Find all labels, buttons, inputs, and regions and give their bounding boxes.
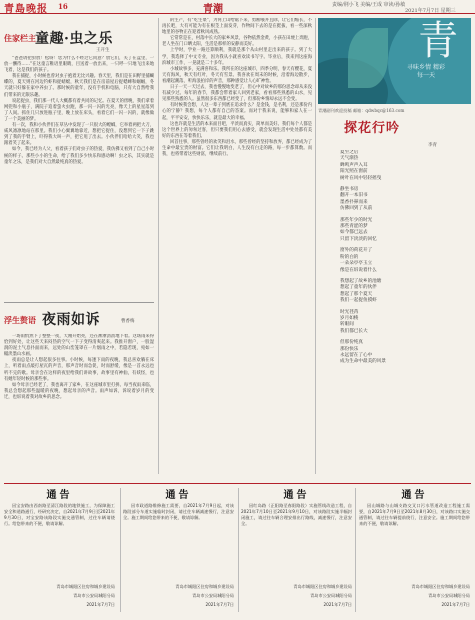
notice-title: 通告 — [401, 490, 428, 501]
middle-paragraph: 上学时，学业一路还算顺利，我就是那个从山村里走出来的孩子。到了大学，我选择了中文专业，因为我从小就喜欢读书写字。毕业后，我来到这座海滨城市工作，一晃就是二十多年。 — [162, 48, 312, 66]
editor-credits: 责编/荆小飞 美编/王成 审读/孙敏 — [332, 2, 406, 8]
notice-date: 2021年7月7日 — [86, 602, 115, 607]
poem-line: 想起了那个夏天 — [340, 291, 373, 297]
middle-paragraph: 有时候我会想，人这一辈子到底在追求什么？是金钱，是名利，还是那份内心的宁静？我想，每个人都有自己的答案。而对于我来说，能够和家人在一起，平平安安，快快乐乐，就是最大的幸福。 — [162, 103, 312, 121]
poem-line: 那些年少的时光 — [340, 217, 373, 223]
poem-author: 李青 — [428, 143, 437, 148]
poem-line: 那份快乐 — [340, 346, 359, 352]
poem-line: 墨香扑鼻而来 — [340, 199, 368, 205]
middle-paragraph: 回首往事，那些曾经的欢笑和泪水，那些曾经的坚持和放弃，都已经成为了生命中最宝贵的财富。它们让我明白，人生没有白走的路，每一步都算数。而我，也将带着这些财富，继续前行。 — [162, 139, 312, 158]
page-header — [0, 0, 475, 14]
notice-org: 青岛市城阳区住房和城乡建设局 — [293, 584, 352, 589]
article2-paragraph: 一场雨悄然下了整整一夜，天刚开始亮，还在淅淅沥沥地下着。这场雨来得恰到好处，让这些天来闷热的空气一下子变得清爽起来。我推开窗户，一股湿润的泥土气息扑面而来，远处的山峦笼罩在一片烟雨之中，若隐若现，宛如一幅淡墨山水画。 — [4, 334, 154, 358]
poem-line: 夏至之后 — [340, 150, 359, 155]
poem-line: 但那份纯真 — [340, 340, 363, 346]
article1-body — [4, 56, 154, 298]
article2-paragraph: 夜雨总是让人想起很多往事。小时候，每逢下雨的夜晚，我总喜欢躺在床上，听着雨点敲打屋瓦的声音，那声音时而急促，时而舒缓，像是一首永远也听不完的歌。母亲会在这样的夜里给我们讲故事，故事里有神仙，有妖怪，也有她年轻时候的那些事。 — [4, 358, 154, 382]
article1-title: 童趣·虫之乐 — [35, 31, 113, 47]
article1-paragraph: 我在捕捉，小时候也曾对虫子抱着无比兴趣。春天里，我们是在田野里捕蝴蝶的，夏天则在河边钓虾和捉蜻蜓，秋天我们是在房前屋后捉蟋蟀和蝈蝈，冬天就只好躲在家中养虫了。那时候的童年，没有手机和电脑，只有大自然给我们带来的无限乐趣。 — [4, 74, 154, 98]
notice-org: 青岛市公安局城阳分局 — [428, 593, 470, 598]
poem-line: 想起了童年的伙伴 — [340, 285, 377, 291]
stanza-gap — [318, 366, 471, 371]
section-title: 青潮 — [203, 4, 223, 15]
article2-paragraph: 如今母亲已经老了，我也离开了家乡，在这座城市里打拼。每当夜雨来临，我总会想起那些温暖的夜晚，想起母亲的声音。雨声如诉，诉说着岁月的变迁，也诉说着我对故乡的思念。 — [4, 382, 154, 400]
artwork-big-character: 青 — [418, 18, 458, 64]
article2-body — [4, 334, 154, 474]
poem-line: 树叶在风中轻轻摇曳 — [340, 175, 382, 181]
poem-line: 时光荏苒 — [340, 309, 359, 315]
middle-paragraph: 它常常是在，村落中长大的家乡风景，谷物依然金黄，小孩在田埂上奔跑，老人坐在门口晒太阳，生活是那样的安静而美好。 — [162, 36, 312, 48]
notice-title: 通告 — [283, 490, 310, 501]
column-separator — [315, 18, 316, 474]
poem-line: 粉的白的 — [340, 254, 359, 260]
poem-line: 只留下淡淡的回忆 — [340, 236, 377, 242]
notice-block — [359, 486, 470, 614]
page-number: 16 — [58, 2, 68, 11]
article1-author: 王开生 — [96, 48, 110, 53]
poem-body — [318, 150, 471, 475]
notice-block — [4, 486, 115, 614]
poem-line: 翻开一本旧书 — [340, 193, 368, 199]
section-artwork — [318, 18, 471, 104]
notice-date: 2021年7月7日 — [441, 602, 470, 607]
poem-line: 我想起了故乡的池塘 — [340, 278, 382, 284]
artwork-slogan: 寻味乡情 精彩每一天 — [407, 64, 445, 79]
notice-title: 通告 — [165, 490, 192, 501]
column-separator — [158, 18, 159, 474]
leaf-shape — [348, 28, 388, 88]
poem-line: 窗外的荷花开了 — [340, 248, 373, 254]
notice-block — [123, 486, 234, 614]
poem-line: 我们一起捉鱼摸虾 — [340, 298, 377, 304]
notice-body: 因红岛路（正阳路至春阳路段）实施管线改造工程，自2021年7月10日至2021年9月10日，对该路段实施半幅封闭施工，请过往车辆合理安排出行路线，减速慢行，注意安全。 — [241, 503, 352, 526]
notice-separator — [120, 488, 121, 612]
poem-line: 岁月如梭 — [340, 315, 359, 321]
notice-separator — [355, 488, 356, 612]
poem-line: 转眼间 — [340, 322, 354, 328]
article2-title: 夜雨如诉 — [42, 312, 100, 328]
notice-body: 因市政道路维修施工需要，自2021年7月9日起，对该路段部分车道实施临时封闭，请过往车辆减速慢行，注意安全。施工期间给您带来的不便，敬请谅解。 — [123, 503, 234, 520]
middle-column-text — [162, 18, 312, 474]
article1-paragraph: 如今，我已经为人父，看着孩子们对虫子的热爱，我仿佛又看到了自己小时候的样子。那些小小的生命，给了我们多少快乐和感动啊！虫之乐，其实就是童年之乐，是我们对大自然最纯真的热爱。 — [4, 147, 154, 165]
poem-line: 蝉鸣声声入耳 — [340, 162, 368, 168]
notice-body: 因宝安路由西南路至清江路段的地铁施工，为保障施工安全和道路通行，经研究决定，自2021年7月9日至2021年9月30日，对宝安路该路段实施交通管制，过往车辆请绕行。给您带来的不便，敬请谅解。 — [4, 503, 115, 526]
notice-block — [241, 486, 352, 614]
article1-paragraph: “爸爸请把虫放！松呀！您为什么不经过它同意？放它们，关了在盒里，一放一酬待……”在这童言稚语里眼睛，目送着一放出来，一只呼一只地飞出来地飞着，这是我们的孩子。 — [4, 56, 154, 74]
poem-line: 如今都已远去 — [340, 230, 368, 236]
poem-line: 像是在诉说着什么 — [340, 267, 377, 273]
notice-separator — [238, 488, 239, 612]
poem-line: 一朵朵亭亭玉立 — [340, 261, 373, 267]
article1-paragraph: 有一次，我和小伙伴们在草丛中发现了一只很大的螳螂，它举着两把大刀，威风凛凛地站在那里。我们小心翼翼地靠近，想把它捉住，没想到它一下子跳到了我的手臂上，吓得我大叫一声，把它甩了出去。小伙伴们哈哈大笑，我也跟着笑了起来。 — [4, 123, 154, 147]
article2-author: 曹香梅 — [121, 319, 135, 324]
poem-line: 成为生命中最美的风景 — [340, 359, 386, 365]
newspaper-logo: 青島晚报 — [4, 4, 48, 15]
notice-org: 青岛市城阳区住房和城乡建设局 — [56, 584, 115, 589]
notice-org: 青岛市城阳区住房和城乡建设局 — [175, 584, 234, 589]
article1-column-kicker: 住家栏主 — [4, 33, 36, 43]
notice-org: 青岛市公安局城阳分局 — [192, 593, 234, 598]
notice-body: 因山城路与山城支路交叉口污水管道改造工程施工需要，自2021年7月9日至2021年8月30日，对该路口实施交通管制，请过往车辆提前绕行，注意安全。施工期间给您带来的不便，敬请谅解。 — [359, 503, 470, 526]
poem-line: 阳光照在窗前 — [340, 169, 368, 175]
middle-paragraph: 的生产，有“吃生菜”，为何上山给锯下来，剪断哦并且除，让它们缩长，不再长吧，大有可能为有在根茎上面发芽，作物间下去的是在挺拔，看一些深秋地里的谷物正在迎着秋风成熟。 — [162, 18, 312, 36]
submission-info: 青潮副刊欢迎投稿 邮箱：qdwbqc@163.com — [318, 108, 405, 113]
poem-title: 探花行吟 — [344, 121, 401, 136]
poem-line: 那些青涩的梦 — [340, 224, 368, 230]
notices-section — [4, 483, 471, 616]
middle-paragraph: 小城故事多，充满喜和乐。我所在的这座城市，四季分明，春天有樱花，夏天有海风，秋天有红叶，冬天有雪景。我喜欢在周末的时候，沿着海边散步，看潮起潮落，听海浪拍岸的声音，那种感觉让人心旷神怡。 — [162, 66, 312, 84]
notice-title: 通告 — [46, 490, 73, 501]
notice-date: 2021年7月7日 — [323, 602, 352, 607]
notice-org: 青岛市公安局城阳分局 — [310, 593, 352, 598]
article2-column-kicker: 浮生赘语 — [4, 315, 36, 325]
publish-date: 2021年7月7日 星期三 — [405, 8, 456, 14]
notice-date: 2021年7月7日 — [205, 602, 234, 607]
middle-paragraph: 这也许就是生活的本来面目吧，平淡而真实，简单而美好。我们每个人都是这个世界上的匆匆过客，但只要我们用心去感受，就会发现生活中处处都有美好的东西在等着我们。 — [162, 121, 312, 139]
poem-line: 我们都已长大 — [340, 328, 368, 334]
poem-line: 静坐书房 — [340, 187, 359, 193]
poem-line: 永远留在了心中 — [340, 352, 373, 358]
notice-org: 青岛市公安局城阳分局 — [73, 593, 115, 598]
poem-line: 天气渐热 — [340, 156, 359, 162]
notice-org: 青岛市城阳区住房和城乡建设局 — [411, 584, 470, 589]
middle-paragraph: 日子一天一天过去，我也慢慢地变老了，但心中对故乡的那份思念却从来没有减少过。每年的春节，我都会带着家人回到老家，看看那些熟悉的山水，见见那些熟悉的人。虽然很多东西都已经变了，但那份乡情却永远不会变。 — [162, 85, 312, 103]
article-divider — [4, 302, 154, 303]
poem-line: 仿佛回到了从前 — [340, 206, 373, 212]
article1-paragraph: 说起捉虫，我们那一代人大概都有着共同的记忆。在夏天的傍晚，我们拿着网兜和小瓶子，满院子追着萤火虫跑，那一闪一闪的光亮，像天上的星星落到了人间。抓住几只放进瓶子里，晚上放在床头，看着它们一闪一闪的，就像做了一个美丽的梦。 — [4, 98, 154, 122]
